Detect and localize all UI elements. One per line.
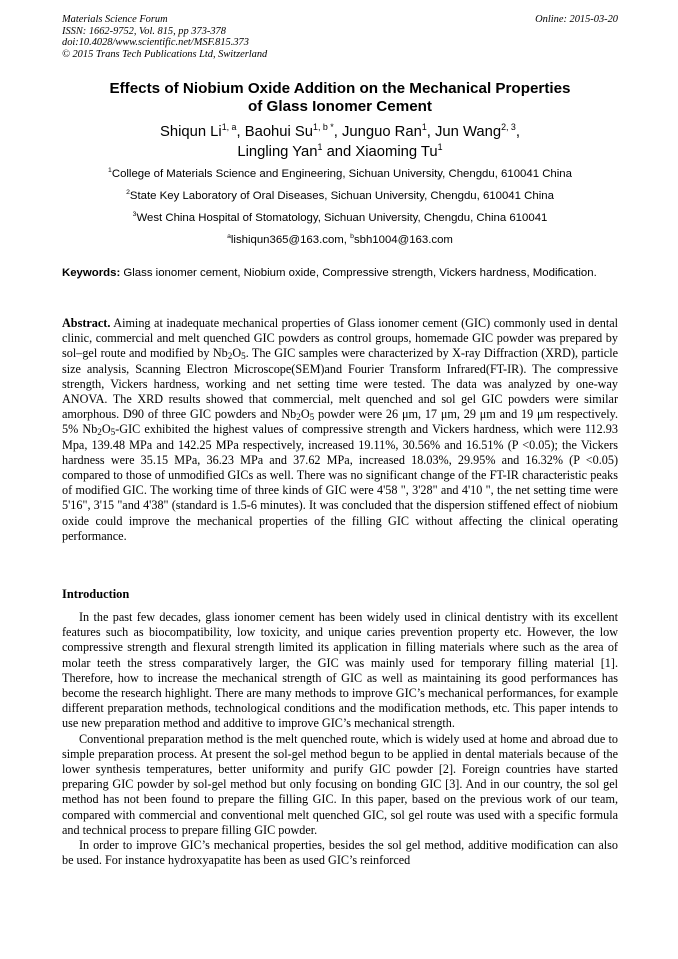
- author-name: Jun Wang: [434, 124, 502, 140]
- intro-paragraph: In order to improve GIC’s mechanical properties, besides the sol gel method, additive modification can also be used. For instance hydroxyapatite has been as used GIC’s reinforced: [62, 838, 618, 868]
- affiliation-text: State Key Laboratory of Oral Diseases, Sichuan University, Chengdu, 610041 China: [129, 190, 554, 202]
- email-sup: a: [227, 233, 231, 241]
- email-b[interactable]: sbh1004@163.com: [353, 234, 453, 246]
- oxide-o: O: [101, 422, 111, 437]
- affiliation-text: West China Hospital of Stomatology, Sichuan University, Chengdu, China 610041: [136, 212, 548, 224]
- author-name: Shiqun Li: [159, 124, 222, 140]
- email-a[interactable]: lishiqun365@163.com,: [230, 234, 347, 246]
- subscript: 5: [241, 351, 246, 362]
- subscript: 5: [110, 427, 116, 438]
- author-sup: 1: [317, 142, 323, 153]
- keywords-label: Keywords:: [62, 267, 121, 279]
- author-line-2: [62, 142, 618, 162]
- page-header: [62, 14, 618, 60]
- author-name: Lingling Yan: [237, 144, 318, 160]
- introduction-body: [62, 610, 618, 868]
- keywords: [62, 266, 618, 281]
- author-name: Junguo Ran: [342, 124, 422, 140]
- affiliation-sup: 3: [132, 211, 137, 219]
- title-line-1: Effects of Niobium Oxide Addition on the Mechanical Properties: [109, 80, 571, 97]
- email-sup: b: [350, 233, 354, 241]
- affiliation-text: College of Materials Science and Engineering, Sichuan University, Chengdu, 610041 China: [111, 168, 572, 180]
- journal-name: Materials Science Forum: [62, 14, 168, 25]
- oxide-o: O: [300, 407, 310, 422]
- affiliation-2: [62, 189, 618, 203]
- author-sup: 1, b *: [313, 122, 334, 133]
- abstract-text-1: Aiming at inadequate mechanical properties of Glass ionomer cement (GIC) commonly used in dental clinic, commercial and melt quenched GIC powders as control groups, homemade GIC powder was prepared by sol–gel route and modified by Nb: [62, 316, 618, 361]
- affiliation-sup: 1: [108, 167, 112, 175]
- keywords-text: Glass ionomer cement, Niobium oxide, Compressive strength, Vickers hardness, Modification.: [123, 267, 597, 279]
- abstract: [62, 316, 618, 544]
- online-date: Online: 2015-03-20: [535, 14, 618, 25]
- copyright-line: © 2015 Trans Tech Publications Ltd, Switzerland: [62, 48, 268, 60]
- author-sup: 2, 3: [501, 122, 516, 133]
- and-word: and: [326, 144, 352, 160]
- author-list: [62, 122, 618, 162]
- intro-paragraph: In the past few decades, glass ionomer cement has been widely used in clinical dentistry with its excellent features such as biocompatibility, low toxicity, and unique caries prevention property etc. However, the low compressive strength and flexural strength limited its application in filling materials where such as the area of molar teeth the stress comparatively larger, the GIC was mainly used for temporary filling material [1]. Therefore, how to increase the mechanical strength of GIC as well as maintaining its good performances has become the research highlight. There are many methods to improve GIC’s mechanical performances, for example different preparation methods, technological conditions and the modification methods, etc. This paper intends to use new preparation method and additive to improve GIC’s mechanical strength.: [62, 610, 618, 731]
- abstract-label: Abstract.: [62, 316, 111, 330]
- author-name: Baohui Su: [244, 124, 314, 140]
- introduction-heading: Introduction: [62, 587, 130, 601]
- abstract-text-2: . The GIC samples were characterized by X-ray Diffraction (XRD), particle size analysis, Scanning Electron Microscope(SEM)and Fourier Transform Infrared(FT-IR). The compressive strength, Vickers hardness, working and net setting time were tested. The data was analyzed by one-way ANOVA. The XRD results showed that commercial, melt quenched and sol gel GIC powders were similar amorphous. D90 of three GIC powders and Nb: [62, 346, 618, 422]
- author-line-1: Shiqun Li$^{1, a}$, Baohui $Su^{1, b *}$, Junguo Ran$^1$, Jun Wang$^{2, 3}$,: [159, 122, 520, 140]
- subscript: 2: [227, 351, 233, 362]
- email-line: [62, 233, 618, 247]
- affiliation-3: [62, 211, 618, 225]
- affiliation-sup: 2: [126, 189, 130, 197]
- subscript: 2: [97, 427, 102, 438]
- subscript: 2: [296, 412, 301, 423]
- oxide-o: O: [232, 346, 242, 361]
- doi-line: doi:10.4028/www.scientific.net/MSF.815.373: [62, 37, 249, 49]
- issn-line: ISSN: 1662-9752, Vol. 815, pp 373-378: [62, 25, 226, 37]
- author-sup: 1, a: [221, 122, 237, 133]
- affiliation-1: [62, 167, 618, 181]
- author-sup: 1: [437, 142, 443, 153]
- abstract-text-4: -GIC exhibited the highest values of compressive strength and Vickers hardness, which were 112.93 Mpa, 139.48 MPa and 142.25 MPa respectively, increased 19.11%, 30.56% and 16.51% (P <0.05); the Vickers hardness were 35.15 MPa, 36.23 MPa and 37.62 MPa, increased 18.03%, 29.95% and 16.32% (P <0.05) compared to those of unmodified GICs as well. There was no significant change of the FT-IR characteristic peaks of modified GIC. The working time of three kinds of GIC were 4'58 ", 3'28" and 4'10 ", the net setting time were 5'16", 3'15 "and 4'38" (standard is 1.5-6 minutes). It was concluded that the dispersion stiffened effect of niobium oxide could improve the mechanical properties of the filling GIC without affecting the clinical operating performance.: [62, 422, 618, 543]
- author-name: Xiaoming Tu: [355, 144, 438, 160]
- intro-paragraph: Conventional preparation method is the melt quenched route, which is widely used at home and abroad due to simple preparation process. At present the sol-gel method begun to be applied in dental materials because of the lower synthesis temperatures, better uniformity and purify GIC powder [2]. Foreign countries have started preparing GIC powder by sol-gel method but only focusing on bonding GIC [3]. And in our country, the sol gel method has not been found to prepare the filling GIC. In this paper, based on the previous work of our team, compared with commercial and conventional melt quenched GIC, sol gel route was used with a specific formula and technical process to prepare filling GIC powder.: [62, 731, 618, 837]
- paper-title: [62, 80, 618, 116]
- subscript: 5: [309, 412, 315, 423]
- abstract-text-3: powder were 26 μm, 17 μm, 29 μm and 19 μm respectively. 5% Nb: [62, 407, 619, 437]
- title-line-2: of Glass Ionomer Cement: [248, 98, 432, 115]
- author-sup: 1: [421, 122, 427, 133]
